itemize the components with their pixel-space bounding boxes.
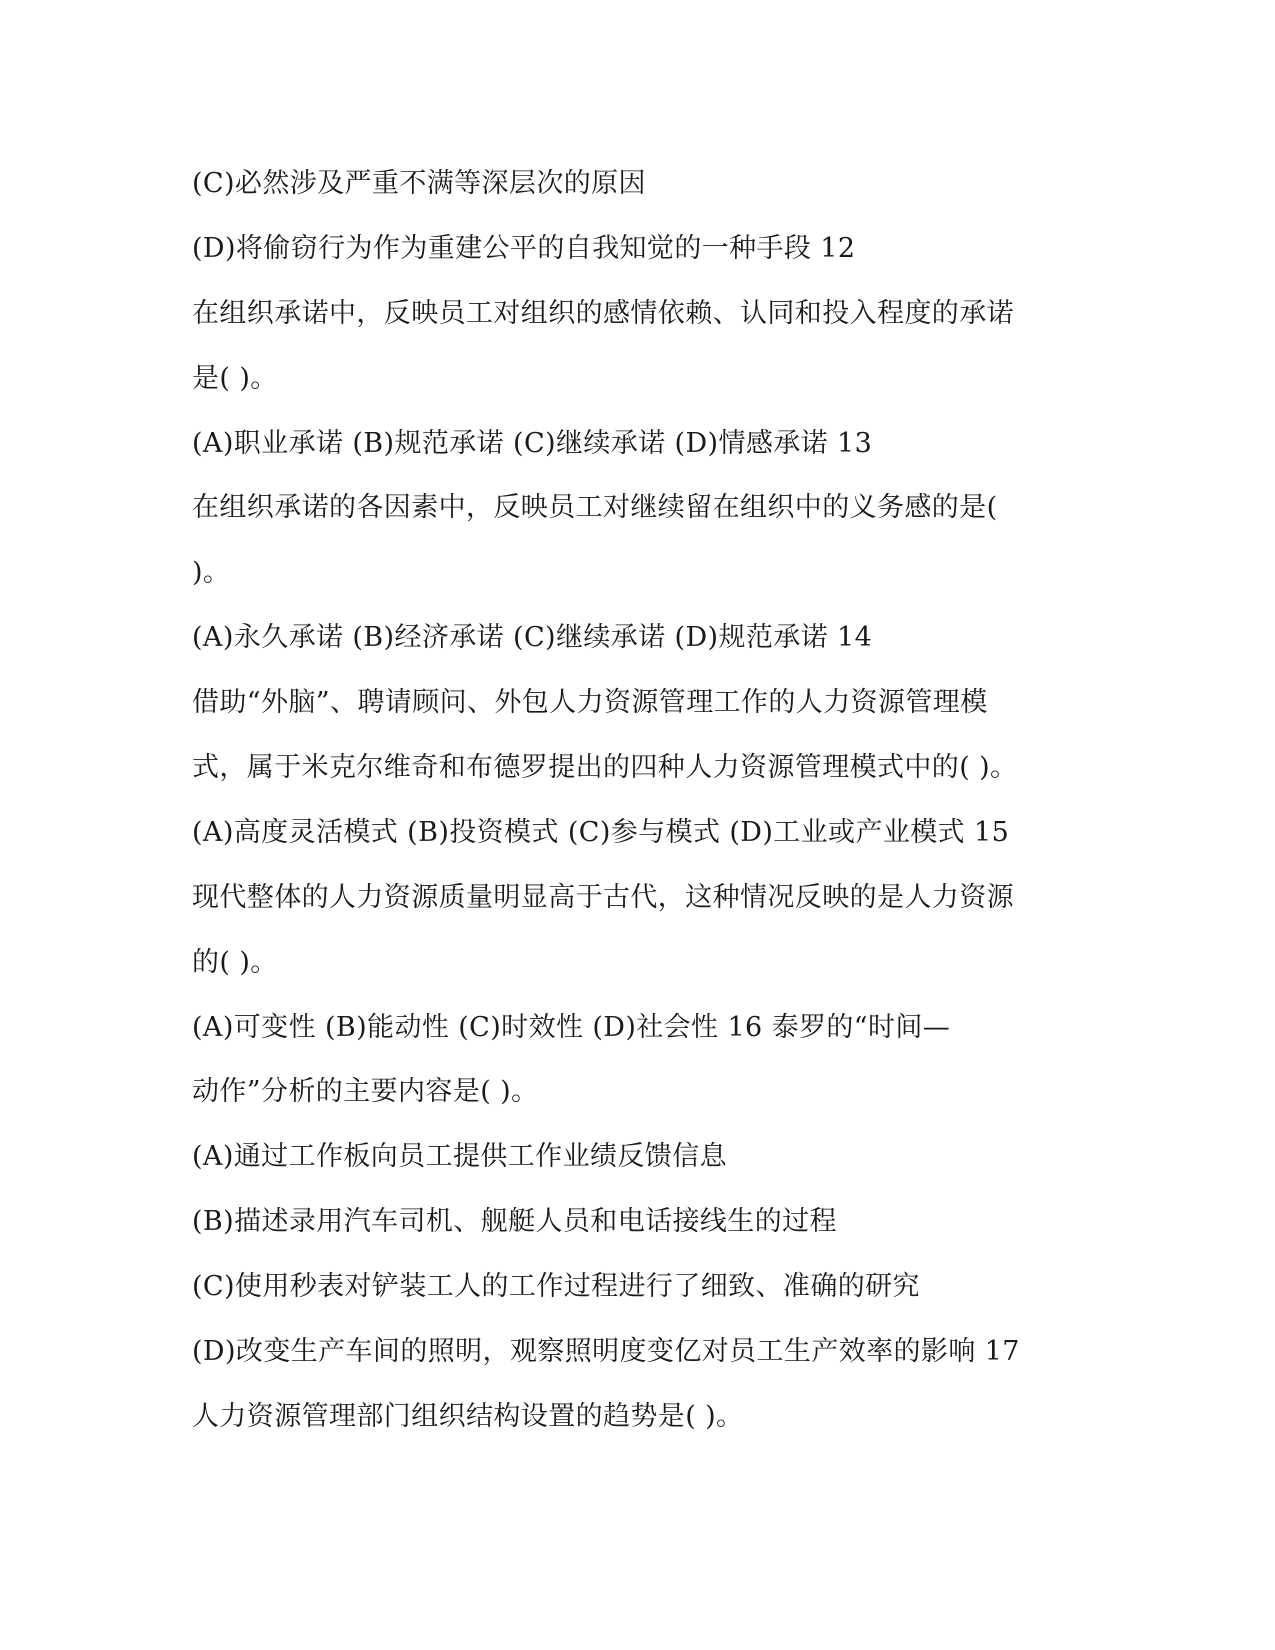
text-line: (A)永久承诺 (B)经济承诺 (C)继续承诺 (D)规范承诺 14 (192, 622, 873, 654)
text-line: 的( )。 (192, 946, 278, 978)
text-line: 现代整体的人力资源质量明显高于古代，这种情况反映的是人力资源 (192, 881, 1014, 913)
text-line: 在组织承诺的各因素中，反映员工对继续留在组织中的义务感的是( (192, 492, 998, 524)
text-line: 式，属于米克尔维奇和布德罗提出的四种人力资源管理模式中的( )。 (192, 752, 1018, 784)
text-line: (C)必然涉及严重不满等深层次的原因 (192, 168, 646, 199)
text-line: (A)高度灵活模式 (B)投资模式 (C)参与模式 (D)工业或产业模式 15 (192, 816, 1010, 848)
text-line: )。 (192, 557, 231, 589)
text-line: 是( )。 (192, 362, 278, 394)
text-line: (D)将偷窃行为作为重建公平的自我知觉的一种手段 12 (192, 232, 856, 264)
document-body (192, 162, 1072, 1460)
text-line: (B)描述录用汽车司机、舰艇人员和电话接线生的过程 (192, 1206, 837, 1238)
text-line: 动作”分析的主要内容是( )。 (192, 1076, 539, 1108)
text-line: (A)可变性 (B)能动性 (C)时效性 (D)社会性 16 泰罗的“时间— (192, 1011, 951, 1043)
text-line: 人力资源管理部门组织结构设置的趋势是( )。 (192, 1400, 744, 1432)
text-line: (A)职业承诺 (B)规范承诺 (C)继续承诺 (D)情感承诺 13 (192, 427, 873, 459)
text-line: (A)通过工作板向员工提供工作业绩反馈信息 (192, 1141, 727, 1173)
text-line: (C)使用秒表对铲装工人的工作过程进行了细致、准确的研究 (192, 1271, 920, 1303)
text-line: (D)改变生产车间的照明，观察照明度变亿对员工生产效率的影响 17 (192, 1336, 1020, 1368)
text-line: 借助“外脑”、聘请顾问、外包人力资源管理工作的人力资源管理模 (192, 687, 988, 719)
text-line: 在组织承诺中，反映员工对组织的感情依赖、认同和投入程度的承诺 (192, 297, 1014, 329)
